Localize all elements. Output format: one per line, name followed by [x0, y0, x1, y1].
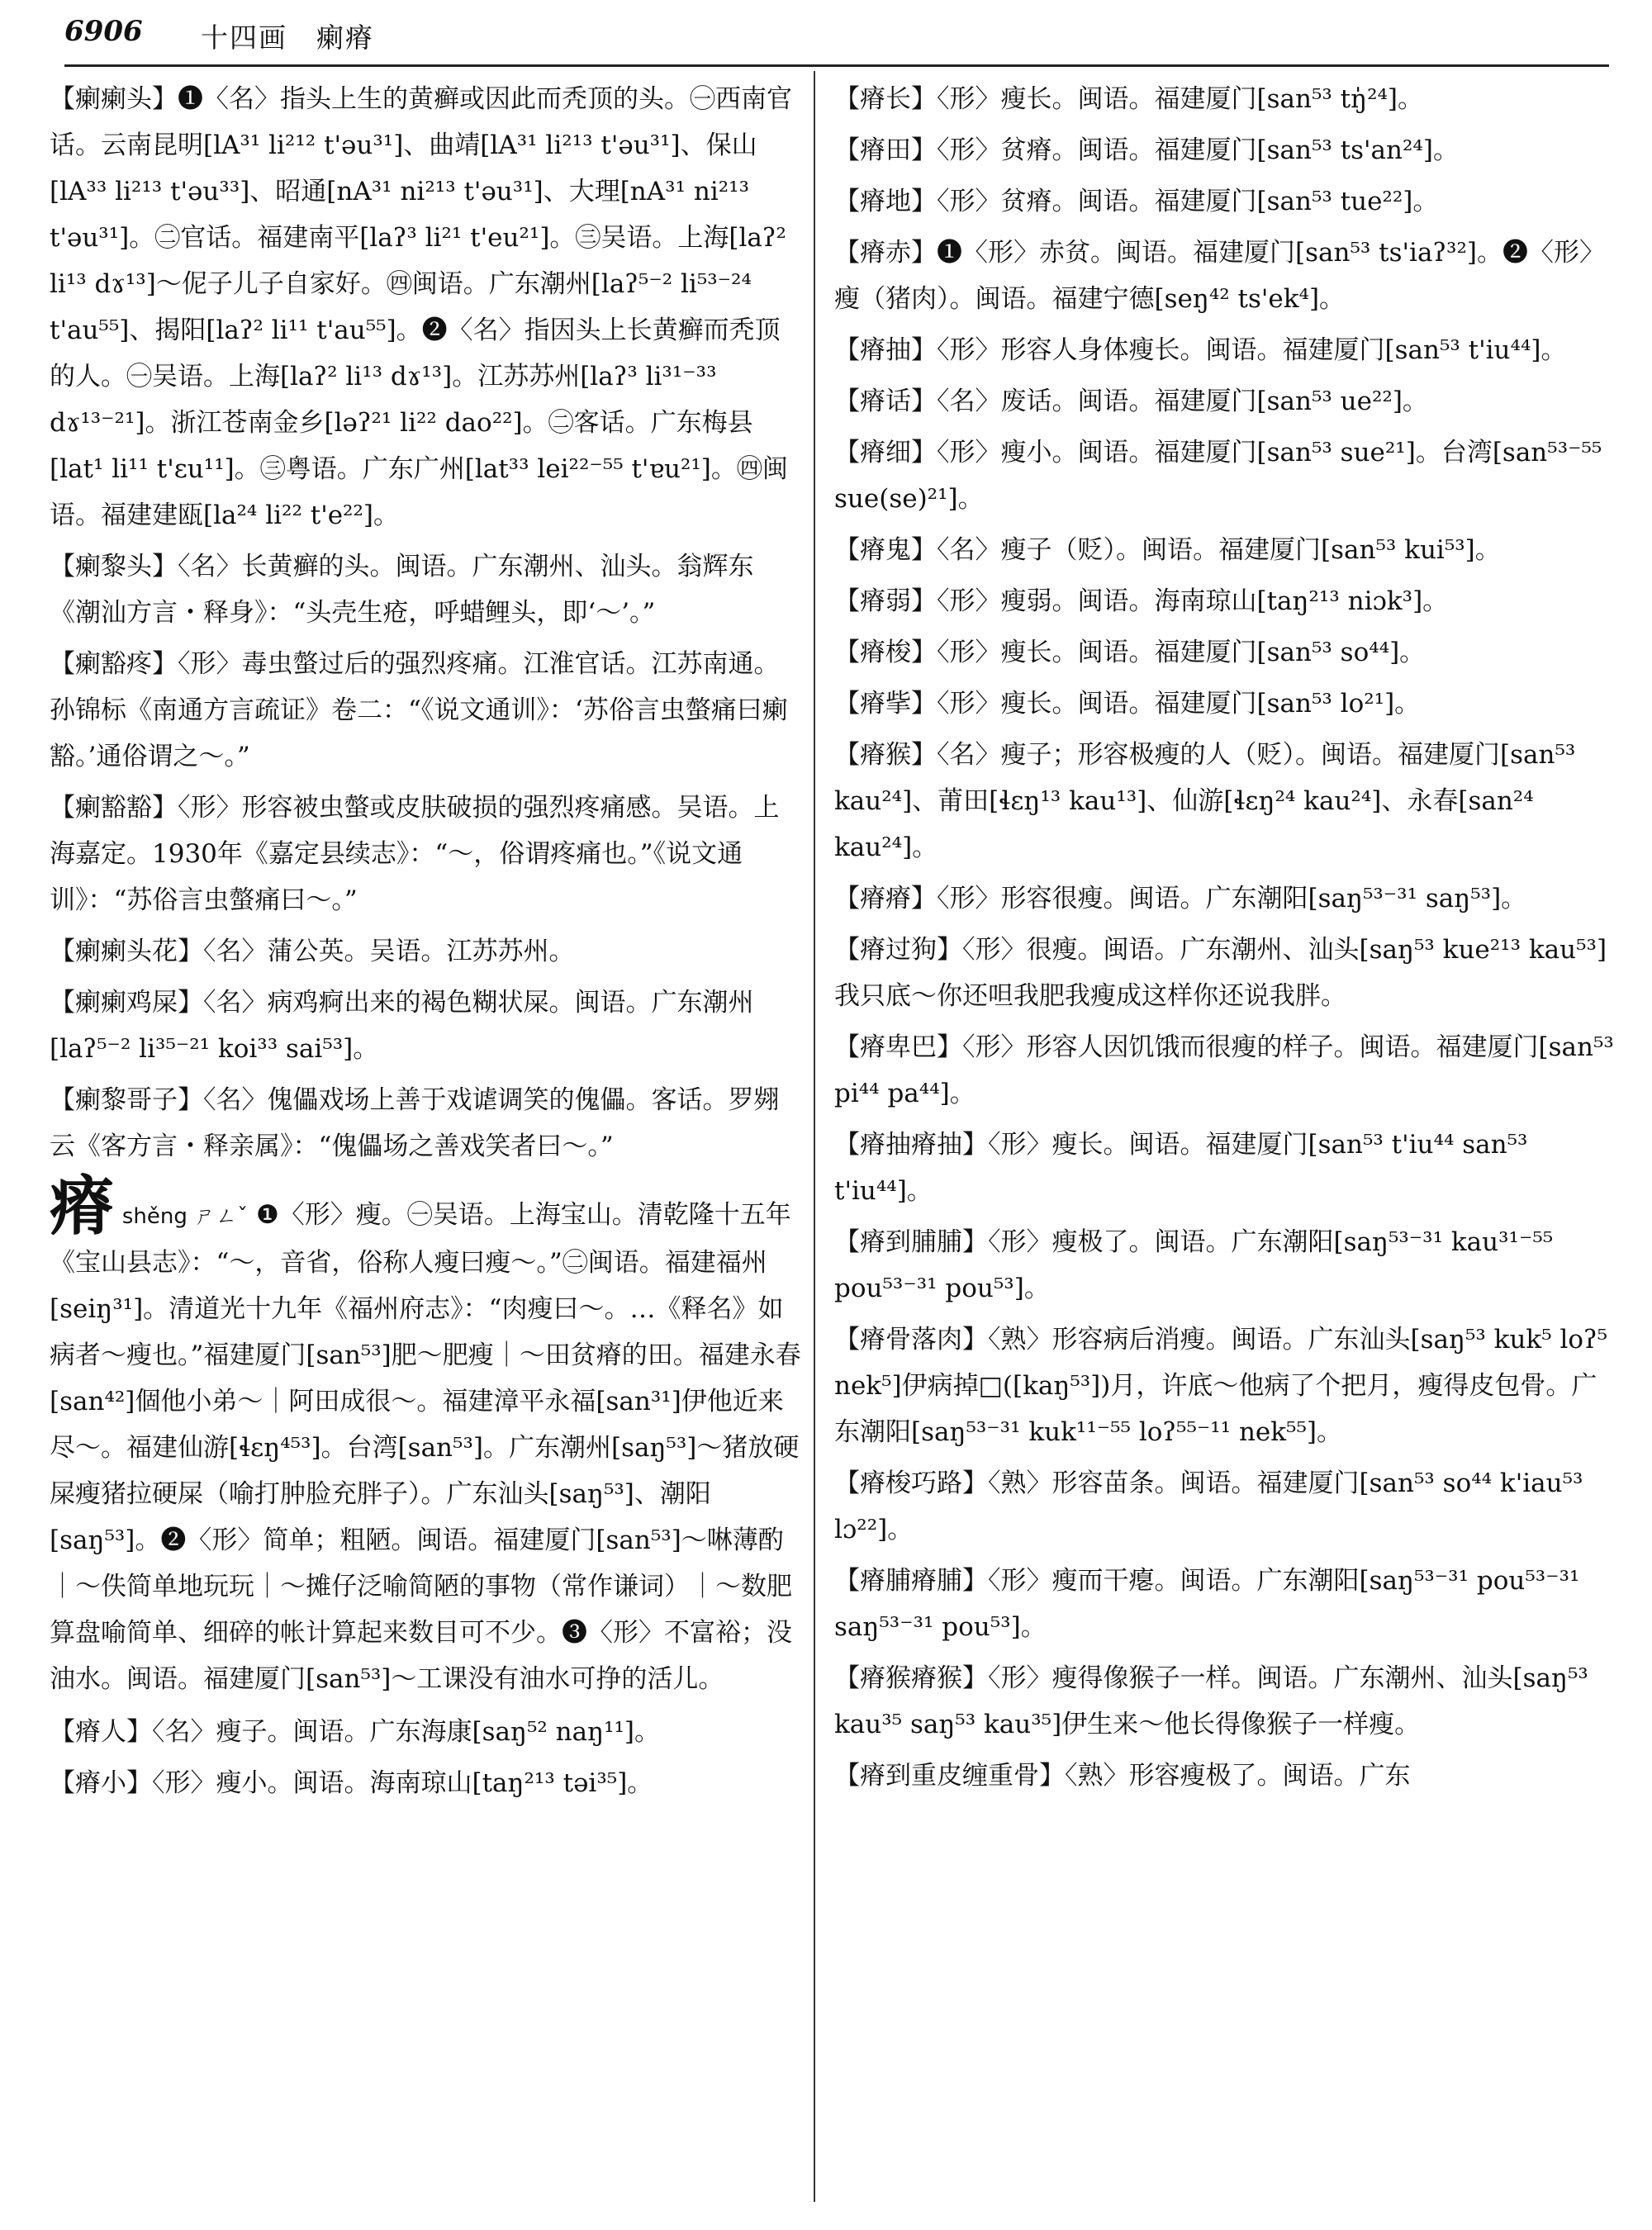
dictionary-entry: 【瘠㧘】〈形〉瘦长。闽语。福建厦门[san⁵³ lo²¹]。 — [834, 689, 1421, 719]
page-number: 6906 — [64, 15, 143, 48]
dictionary-entry: 【瘌豁疼】〈形〉毒虫螫过后的强烈疼痛。江淮官话。江苏南通。孙锦标《南通方言疏证》卷二：“《说文通训》：‘苏俗言虫螫痛曰瘌豁。’通俗谓之～。” — [50, 649, 788, 771]
dictionary-entry: 【瘠卑巴】〈形〉形容人因饥饿而很瘦的样子。闽语。福建厦门[san⁵³ pi⁴⁴ pa⁴⁴]。 — [834, 1032, 1614, 1108]
right-column — [834, 76, 1615, 1804]
dictionary-entry: 【瘠猴】〈名〉瘦子；形容极瘦的人（贬）。闽语。福建厦门[san⁵³ kau²⁴]、莆田[ɬɛŋ¹³ kau¹³]、仙游[ɬɛŋ²⁴ kau²⁴]、永春[san²⁴ kau²⁴]。 — [834, 740, 1576, 862]
dictionary-entry: 【瘌黎头】〈名〉长黄癣的头。闽语。广东潮州、汕头。翁辉东《潮汕方言・释身》：“头壳生疮，呼蜡鲤头，即‘～’。” — [50, 552, 754, 628]
page-header — [64, 15, 1609, 67]
head-character-definition: ❶〈形〉瘦。㊀吴语。上海宝山。清乾隆十五年《宝山县志》：“～，音省，俗称人瘦曰瘦～。”㊁闽语。福建福州[seiŋ³¹]。清道光十九年《福州府志》：“肉瘦曰～。…《释名》如病者～瘦也。”福建厦门[san⁵³]肥～肥瘦｜～田贫瘠的田。福建永春[san⁴²]個他小弟～｜阿田成很～。福建漳平永福[san³¹]伊他近来尽～。福建仙游[ɬɛŋ⁴⁵³]。台湾[san⁵³]。广东潮州[saŋ⁵³]～猪放硬屎瘦猪拉硬屎（喻打肿脸充胖子）。广东汕头[saŋ⁵³]、潮阳[saŋ⁵³]。❷〈形〉简单；粗陋。闽语。福建厦门[san⁵³]～啉薄酌｜～佚简单地玩玩｜～摊仔泛喻简陋的事物（常作谦词）｜～数肥算盘喻简单、细碎的帐计算起来数目可不少。❸〈形〉不富裕；没油水。闽语。福建厦门[san⁵³]～工课没有油水可挣的活儿。 — [50, 1200, 801, 1694]
dictionary-entry: 【瘠人】〈名〉瘦子。闽语。广东海康[saŋ⁵² naŋ¹¹]。 — [50, 1717, 661, 1747]
dictionary-entry: 【瘠过狗】〈形〉很瘦。闽语。广东潮州、汕头[saŋ⁵³ kue²¹³ kau⁵³]我只底～你还呾我肥我瘦成这样你还说我胖。 — [834, 935, 1607, 1011]
dictionary-entry: 【瘠抽】〈形〉形容人身体瘦长。闽语。福建厦门[san⁵³ t'iu⁴⁴]。 — [834, 335, 1567, 365]
dictionary-entry: 【瘠梭】〈形〉瘦长。闽语。福建厦门[san⁵³ so⁴⁴]。 — [834, 638, 1426, 667]
dictionary-entry: 【瘠抽瘠抽】〈形〉瘦长。闽语。福建厦门[san⁵³ t'iu⁴⁴ san⁵³ t'iu⁴⁴]。 — [834, 1130, 1528, 1206]
dictionary-entry: 【瘌黎哥子】〈名〉傀儡戏场上善于戏谑调笑的傀儡。客话。罗翙云《客方言・释亲属》：“傀儡场之善戏笑者曰～。” — [50, 1085, 780, 1161]
head-character-pinyin: shěng ㄕㄥˇ — [121, 1204, 249, 1229]
dictionary-entry: 【瘌瘌鸡屎】〈名〉病鸡痾出来的褐色糊状屎。闽语。广东潮州[laʔ⁵⁻² li³⁵⁻²¹ koi³³ sai⁵³]。 — [50, 988, 754, 1064]
head-character: 瘠 — [50, 1169, 115, 1244]
dictionary-entry: 【瘠细】〈形〉瘦小。闽语。福建厦门[san⁵³ sue²¹]。台湾[san⁵³⁻⁵⁵ sue(se)²¹]。 — [834, 438, 1602, 514]
dictionary-entry: 【瘠赤】❶〈形〉赤贫。闽语。福建厦门[san⁵³ ts'iaʔ³²]。❷〈形〉瘦（猪肉）。闽语。福建宁德[seŋ⁴² ts'ek⁴]。 — [834, 238, 1606, 314]
dictionary-entry: 【瘠弱】〈形〉瘦弱。闽语。海南琼山[taŋ²¹³ niɔk³]。 — [834, 586, 1449, 616]
dictionary-entry: 【瘠话】〈名〉废话。闽语。福建厦门[san⁵³ ue²²]。 — [834, 387, 1428, 416]
dictionary-entry: 【瘠地】〈形〉贫瘠。闽语。福建厦门[san⁵³ tue²²]。 — [834, 187, 1439, 216]
dictionary-entry: 【瘠骨落肉】〈熟〉形容病后消瘦。闽语。广东汕头[saŋ⁵³ kuk⁵ loʔ⁵ nek⁵]伊病掉□([kaŋ⁵³])月，许底～他病了个把月，瘦得皮包骨。广东潮阳[saŋ⁵³⁻³¹ kuk¹¹⁻⁵⁵ loʔ⁵⁵⁻¹¹ nek⁵⁵]。 — [834, 1325, 1608, 1447]
dictionary-entry: 【瘌瘌头花】〈名〉蒲公英。吴语。江苏苏州。 — [50, 937, 575, 966]
dictionary-entry: 【瘠梭巧路】〈熟〉形容苗条。闽语。福建厦门[san⁵³ so⁴⁴ k'iau⁵³ lɔ²²]。 — [834, 1468, 1583, 1544]
dictionary-entry: 【瘌瘌头】❶〈名〉指头上生的黄癣或因此而秃顶的头。㊀西南官话。云南昆明[lA³¹ li²¹² t'əu³¹]、曲靖[lA³¹ li²¹³ t'əu³¹]、保山[lA³³ li²¹³ t'əu³³]、昭通[nA³¹ ni²¹³ t'əu³¹]、大理[nA³¹ ni²¹³ t'əu³¹]。㊁官话。福建南平[laʔ³ li²¹ t'eu²¹]。㊂吴语。上海[laʔ² li¹³ dɤ¹³]～伲子儿子自家好。㊃闽语。广东潮州[laʔ⁵⁻² li⁵³⁻²⁴ t'au⁵⁵]、揭阳[laʔ² li¹¹ t'au⁵⁵]。❷〈名〉指因头上长黄癣而秃顶的人。㊀吴语。上海[laʔ² li¹³ dɤ¹³]。江苏苏州[laʔ³ li³¹⁻³³ dɤ¹³⁻²¹]。浙江苍南金乡[ləʔ²¹ li²² dao²²]。㊁客话。广东梅县[lat¹ li¹¹ t'ɛu¹¹]。㊂粤语。广东广州[lat³³ lei²²⁻⁵⁵ t'ɐu²¹]。㊃闽语。福建建瓯[la²⁴ li²² t'e²²]。 — [50, 84, 792, 530]
column-divider — [814, 71, 815, 2202]
dictionary-entry: 【瘠到重皮缠重骨】〈熟〉形容瘦极了。闽语。广东 — [834, 1761, 1411, 1791]
dictionary-entry: 【瘠到脯脯】〈形〉瘦极了。闽语。广东潮阳[saŋ⁵³⁻³¹ kau³¹⁻⁵⁵ pou⁵³⁻³¹ pou⁵³]。 — [834, 1227, 1554, 1303]
dictionary-entry: 【瘠瘠】〈形〉形容很瘦。闽语。广东潮阳[saŋ⁵³⁻³¹ saŋ⁵³]。 — [834, 884, 1527, 913]
dictionary-entry: 【瘠鬼】〈名〉瘦子（贬）。闽语。福建厦门[san⁵³ kui⁵³]。 — [834, 535, 1501, 565]
dictionary-entry: 【瘠脯瘠脯】〈形〉瘦而干瘪。闽语。广东潮阳[saŋ⁵³⁻³¹ pou⁵³⁻³¹ saŋ⁵³⁻³¹ pou⁵³]。 — [834, 1566, 1580, 1642]
running-title: 十四画 瘌瘠 — [201, 21, 374, 54]
head-character-entry — [50, 1169, 801, 1702]
dictionary-entry: 【瘠长】〈形〉瘦长。闽语。福建厦门[san⁵³ tŋ̍²⁴]。 — [834, 84, 1424, 114]
dictionary-entry: 【瘠小】〈形〉瘦小。闽语。海南琼山[taŋ²¹³ təi³⁵]。 — [50, 1768, 653, 1798]
dictionary-entry: 【瘠猴瘠猴】〈形〉瘦得像猴子一样。闽语。广东潮州、汕头[saŋ⁵³ kau³⁵ saŋ⁵³ kau³⁵]伊生来～他长得像猴子一样瘦。 — [834, 1663, 1588, 1739]
dictionary-entry: 【瘌豁豁】〈形〉形容被虫螫或皮肤破损的强烈疼痛感。吴语。上海嘉定。1930年《嘉定县续志》：“～，俗谓疼痛也。”《说文通训》：“苏俗言虫螫痛曰～。” — [50, 793, 780, 915]
left-column — [50, 76, 801, 1811]
dictionary-entry: 【瘠田】〈形〉贫瘠。闽语。福建厦门[san⁵³ ts'an²⁴]。 — [834, 135, 1459, 165]
